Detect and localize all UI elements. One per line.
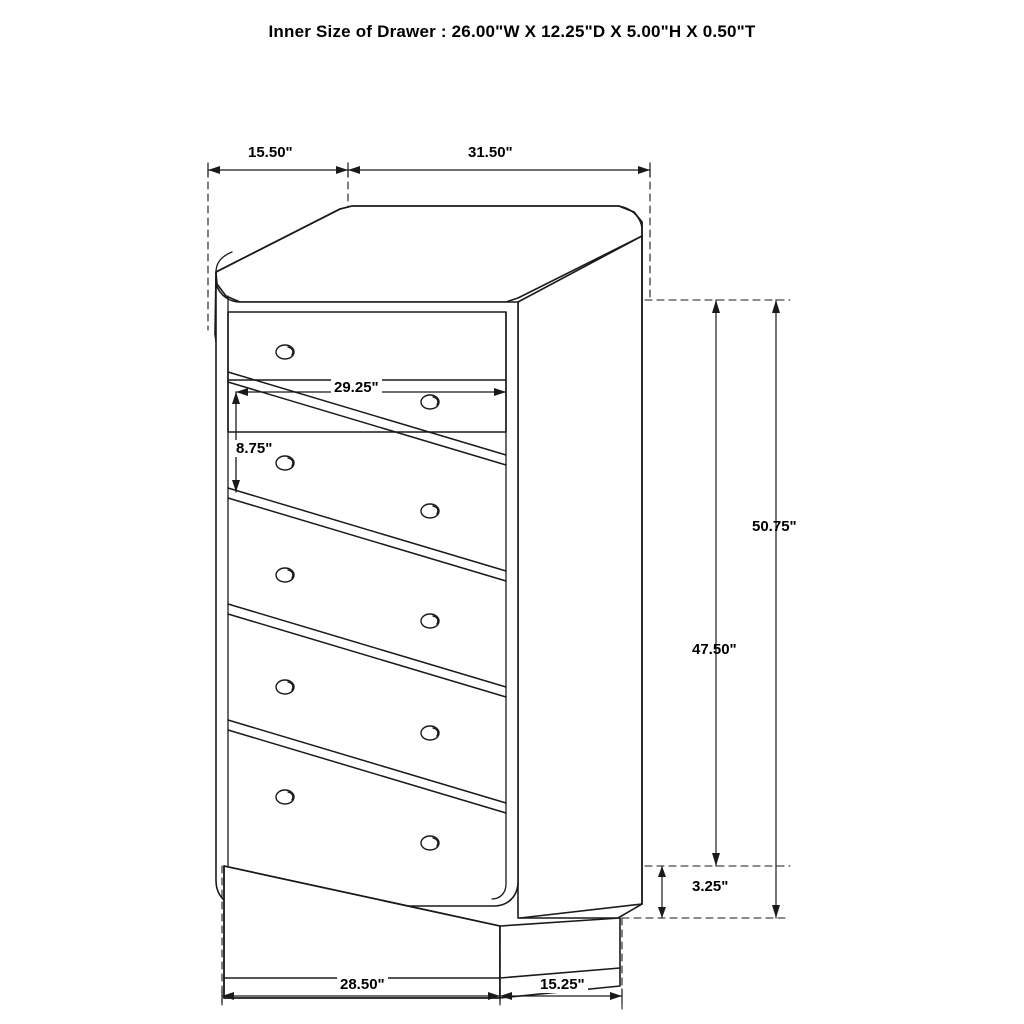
chest-front-face	[216, 284, 518, 906]
dimension-label-drawer-inner-width: 29.25"	[331, 379, 382, 396]
dimension-label-top-left-depth: 15.50"	[248, 144, 293, 161]
dimension-label-overall-height: 50.75"	[752, 518, 797, 535]
dimension-label-base-width: 28.50"	[337, 976, 388, 993]
dimension-label-base-depth: 15.25"	[537, 976, 588, 993]
top-dimension-lines	[208, 163, 650, 177]
right-extension-lines	[622, 300, 790, 918]
dimension-label-top-right-width: 31.50"	[468, 144, 513, 161]
chest-side-panel	[518, 236, 642, 918]
plinth-height-dimension	[658, 866, 666, 918]
page-title: Inner Size of Drawer : 26.00"W X 12.25"D X 5.00"H X 0.50"T	[268, 22, 756, 41]
overall-height-dimension	[772, 300, 780, 918]
cabinet-height-dimension	[712, 300, 720, 866]
dimension-label-cabinet-height: 47.50"	[692, 641, 737, 658]
dimension-label-plinth-height: 3.25"	[692, 878, 729, 895]
dimension-label-drawer-height: 8.75"	[233, 440, 275, 457]
